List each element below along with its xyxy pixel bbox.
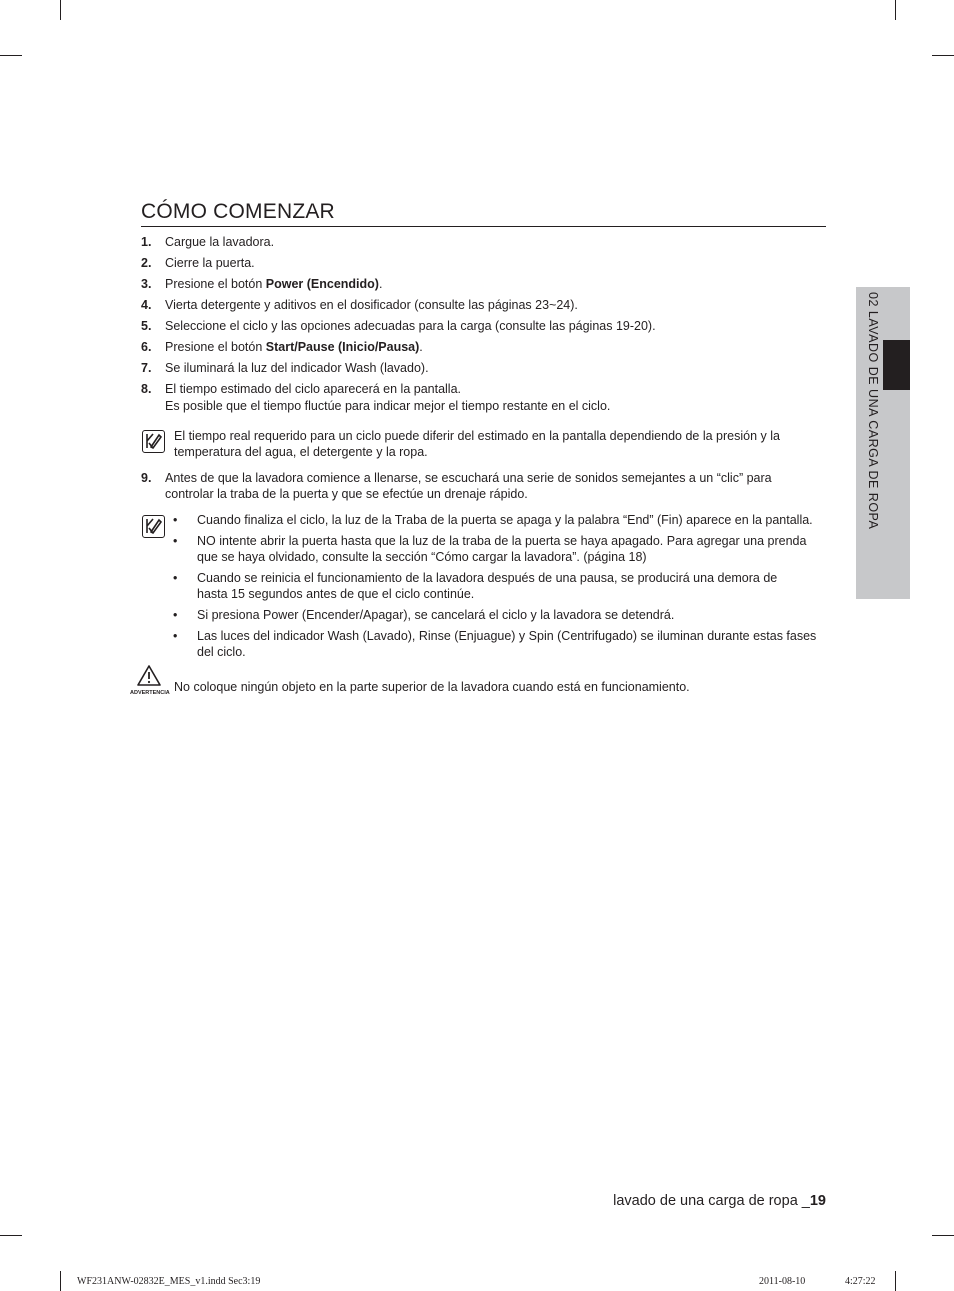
- bullet-text: [197, 533, 829, 565]
- step-number: 9.: [141, 471, 152, 485]
- bullet-text-line: que se haya olvidado, consulte la sección “Cómo cargar la lavadora”. (página 18): [197, 550, 647, 564]
- step-text-bold: Power (Encendido): [265, 277, 379, 291]
- crop-mark: [932, 1235, 954, 1236]
- bullet-text-line: Las luces del indicador Wash (Lavado), Rinse (Enjuague) y Spin (Centrifugado) se iluminan durante estas fases: [197, 629, 817, 643]
- crop-mark: [0, 1235, 22, 1236]
- step-text: [165, 339, 825, 356]
- note-text-line: El tiempo real requerido para un ciclo puede diferir del estimado en la pantalla dependiendo de la presión y la: [174, 429, 780, 443]
- bullet-dot: •: [173, 571, 178, 585]
- page-title: CÓMO COMENZAR: [141, 200, 335, 223]
- step-number: 1.: [141, 235, 152, 249]
- imprint-date: 2011-08-10: [759, 1276, 806, 1287]
- bullet-text-line: Cuando se reinicia el funcionamiento de la lavadora después de una pausa, se producirá una demora de: [197, 571, 778, 585]
- bullet-text-line: del ciclo.: [197, 645, 246, 659]
- bullet-dot: •: [173, 534, 178, 548]
- warning-triangle-icon: [130, 664, 168, 690]
- step-number: 7.: [141, 361, 152, 375]
- crop-mark: [60, 0, 61, 20]
- step-text: [165, 276, 825, 293]
- step-text: Vierta detergente y aditivos en el dosificador (consulte las páginas 23~24).: [165, 298, 578, 312]
- bullet-text-line: Si presiona Power (Encender/Apagar), se cancelará el ciclo y la lavadora se detendrá.: [197, 608, 675, 622]
- step-text-line2: controlar la traba de la puerta y que se efectúe un drenaje rápido.: [165, 487, 528, 501]
- crop-mark: [895, 0, 896, 20]
- pencil-icon: [143, 431, 163, 451]
- bullet-text: [197, 628, 829, 660]
- bullet-text-line: hasta 15 segundos antes de que el ciclo continúe.: [197, 587, 475, 601]
- title-underline: [141, 226, 826, 227]
- page-number: 19: [809, 1193, 826, 1209]
- step-number: 6.: [141, 340, 152, 354]
- step-number: 2.: [141, 256, 152, 270]
- step-text: Cargue la lavadora.: [165, 235, 275, 249]
- step-text: Cierre la puerta.: [165, 256, 255, 270]
- step-text-line2: Es posible que el tiempo fluctúe para indicar mejor el tiempo restante en el ciclo.: [165, 399, 611, 413]
- warning-icon-label: ADVERTENCIA: [130, 690, 170, 696]
- bullet-text: [197, 512, 829, 528]
- bullet-dot: •: [173, 513, 178, 527]
- bullet-text: [197, 570, 829, 602]
- bullet-dot: •: [173, 629, 178, 643]
- bullet-text: [197, 607, 829, 623]
- step-text-post: .: [419, 340, 423, 354]
- step-text-pre: Presione el botón: [165, 277, 266, 291]
- step-text: Se iluminará la luz del indicador Wash (lavado).: [165, 361, 429, 375]
- crop-mark: [932, 55, 954, 56]
- crop-mark: [60, 1271, 61, 1291]
- footer-text: lavado de una carga de ropa _: [613, 1193, 810, 1209]
- page-footer: [613, 1193, 826, 1209]
- note-pencil-icon: [142, 430, 165, 453]
- step-text-post: .: [378, 277, 383, 291]
- crop-mark: [0, 55, 22, 56]
- crop-mark: [895, 1271, 896, 1291]
- bullet-dot: •: [173, 608, 178, 622]
- pencil-icon: [143, 516, 163, 536]
- bullet-text-line: Cuando finaliza el ciclo, la luz de la Traba de la puerta se apaga y la palabra “End” (Fin) aparece en la pantalla.: [197, 513, 813, 527]
- step-text: El tiempo estimado del ciclo aparecerá en la pantalla.: [165, 382, 462, 396]
- step-number: 5.: [141, 319, 152, 333]
- step-text: Seleccione el ciclo y las opciones adecuadas para la carga (consulte las páginas 19-20).: [165, 319, 656, 333]
- chapter-side-label: 02 LAVADO DE UNA CARGA DE ROPA: [866, 292, 880, 530]
- warning-text: No coloque ningún objeto en la parte superior de la lavadora cuando está en funcionamiento.: [174, 680, 690, 694]
- imprint-file: WF231ANW-02832E_MES_v1.indd Sec3:19: [77, 1276, 261, 1287]
- step-number: 8.: [141, 382, 152, 396]
- step-text-bold: Start/Pause (Inicio/Pausa): [265, 340, 420, 354]
- warning-icon: [130, 664, 168, 698]
- chapter-side-tab-marker: [883, 340, 910, 390]
- step-number: 3.: [141, 277, 152, 291]
- note-text-line: temperatura del agua, el detergente y la ropa.: [174, 445, 428, 459]
- step-number: 4.: [141, 298, 152, 312]
- note-text: [174, 428, 834, 460]
- note-pencil-icon: [142, 515, 165, 538]
- step-text: Antes de que la lavadora comience a llenarse, se escuchará una serie de sonidos semejantes a un “clic” para: [165, 471, 772, 485]
- step-text-pre: Presione el botón: [165, 340, 266, 354]
- bullet-text-line: NO intente abrir la puerta hasta que la luz de la traba de la puerta se haya apagado. Para agregar una prenda: [197, 534, 807, 548]
- imprint-time: 4:27:22: [845, 1276, 876, 1287]
